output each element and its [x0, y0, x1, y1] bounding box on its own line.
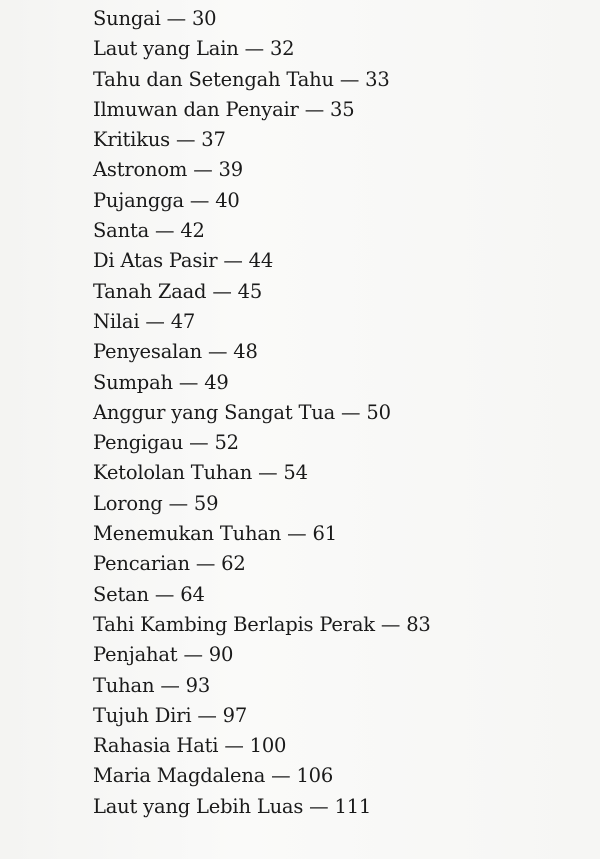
- toc-entry: [93, 277, 431, 307]
- toc-entry-separator: —: [178, 370, 199, 394]
- toc-entry-title: Maria Magdalena: [93, 764, 266, 788]
- toc-entry-separator: —: [207, 340, 228, 364]
- toc-entry-page-number: 30: [191, 7, 217, 30]
- toc-entry-title: Setan: [93, 582, 149, 606]
- toc-entry-page-number: 59: [193, 491, 219, 515]
- toc-entry-separator: —: [189, 431, 209, 455]
- toc-entry-page-number: 47: [170, 309, 196, 333]
- toc-entry: [93, 489, 431, 519]
- toc-entry-page-number: 44: [248, 249, 274, 273]
- toc-entry: [93, 4, 431, 34]
- toc-entry: [93, 368, 431, 398]
- toc-entry: [93, 34, 431, 64]
- toc-entry-title: Laut yang Lain: [93, 37, 239, 61]
- toc-entry-page-number: 106: [296, 764, 334, 788]
- toc-entry-separator: —: [304, 97, 324, 121]
- toc-entry: [93, 792, 431, 822]
- toc-entry: [93, 549, 431, 579]
- toc-entry-separator: —: [195, 552, 216, 576]
- toc-entry: [93, 246, 431, 276]
- toc-entry-title: Astronom: [93, 158, 188, 182]
- toc-entry-separator: —: [271, 764, 291, 788]
- toc-entry: [93, 125, 431, 155]
- toc-entry-separator: —: [175, 128, 196, 152]
- toc-entry-page-number: 83: [406, 612, 431, 636]
- toc-entry: [93, 337, 431, 367]
- toc-entry: [93, 95, 431, 125]
- toc-entry-separator: —: [166, 7, 186, 30]
- toc-entry-title: Tahu dan Setengah Tahu: [93, 67, 334, 91]
- toc-entry-title: Di Atas Pasir: [93, 249, 218, 273]
- toc-entry-title: Tuhan: [93, 673, 155, 697]
- toc-entry-title: Pujangga: [93, 188, 184, 212]
- toc-entry-page-number: 97: [222, 703, 248, 727]
- toc-entry-page-number: 111: [334, 794, 372, 818]
- toc-entry-page-number: 52: [214, 431, 239, 455]
- toc-entry-separator: —: [189, 188, 210, 212]
- toc-entry-separator: —: [224, 734, 244, 758]
- toc-entry-separator: —: [160, 673, 180, 697]
- toc-entry: [93, 216, 431, 246]
- toc-entry-page-number: 33: [365, 67, 390, 91]
- toc-entry-title: Menemukan Tuhan: [93, 522, 282, 546]
- toc-entry-separator: —: [193, 158, 213, 182]
- toc-entry-page-number: 45: [237, 279, 263, 303]
- toc-entry-page-number: 90: [208, 643, 234, 667]
- toc-entry-separator: —: [339, 67, 360, 91]
- toc-entry: [93, 428, 431, 458]
- toc-entry-separator: —: [197, 703, 217, 727]
- toc-entry-separator: —: [244, 37, 264, 61]
- toc-entry-title: Kritikus: [93, 128, 170, 152]
- toc-entry-separator: —: [258, 461, 278, 485]
- toc-entry-separator: —: [145, 309, 165, 333]
- toc-entry-title: Pengigau: [93, 431, 184, 455]
- toc-entry-separator: —: [287, 522, 307, 546]
- toc-entry-title: Santa: [93, 219, 150, 243]
- toc-entry-separator: —: [212, 279, 232, 303]
- toc-entry: [93, 155, 431, 185]
- toc-entry-page-number: 54: [283, 461, 308, 485]
- toc-entry-title: Tujuh Diri: [93, 703, 192, 727]
- toc-entry-title: Lorong: [93, 491, 163, 515]
- toc-entry-page-number: 50: [366, 400, 391, 424]
- toc-entry-title: Sumpah: [93, 370, 173, 394]
- toc-entry-title: Ketololan Tuhan: [93, 461, 253, 485]
- toc-entry: [93, 458, 431, 488]
- toc-entry-separator: —: [380, 612, 401, 636]
- toc-entry-page-number: 35: [330, 97, 355, 121]
- toc-entry-page-number: 32: [269, 37, 295, 61]
- toc-entry: [93, 761, 431, 791]
- toc-entry: [93, 701, 431, 731]
- toc-entry-page-number: 61: [312, 522, 337, 546]
- toc-entry: [93, 398, 431, 428]
- toc-entry-page-number: 62: [221, 552, 246, 576]
- toc-entry-separator: —: [183, 643, 203, 667]
- toc-entry-title: Penyesalan: [93, 340, 202, 364]
- toc-entry-separator: —: [155, 219, 175, 243]
- toc-entry-page-number: 49: [204, 370, 229, 394]
- toc-entry-title: Penjahat: [93, 643, 178, 667]
- toc-entry-title: Anggur yang Sangat Tua: [93, 400, 336, 424]
- table-of-contents: [93, 4, 431, 822]
- toc-entry: [93, 671, 431, 701]
- toc-entry-title: Sungai: [93, 7, 161, 30]
- toc-entry-page-number: 42: [180, 219, 205, 243]
- toc-entry-separator: —: [168, 491, 188, 515]
- toc-entry: [93, 580, 431, 610]
- toc-entry: [93, 519, 431, 549]
- toc-entry-page-number: 100: [249, 734, 287, 758]
- toc-entry-separator: —: [309, 794, 329, 818]
- toc-entry: [93, 186, 431, 216]
- toc-entry-title: Tahi Kambing Berlapis Perak: [93, 612, 375, 636]
- toc-entry-title: Laut yang Lebih Luas: [93, 794, 304, 818]
- toc-entry-page-number: 40: [215, 188, 240, 212]
- toc-entry: [93, 307, 431, 337]
- toc-entry-page-number: 64: [180, 582, 205, 606]
- toc-entry: [93, 610, 431, 640]
- toc-entry-title: Pencarian: [93, 552, 190, 576]
- toc-entry: [93, 731, 431, 761]
- toc-entry-page-number: 48: [233, 340, 258, 364]
- toc-entry-page-number: 93: [185, 673, 211, 697]
- toc-entry-title: Nilai: [93, 309, 140, 333]
- toc-entry-separator: —: [223, 249, 243, 273]
- toc-entry: [93, 65, 431, 95]
- toc-entry-title: Rahasia Hati: [93, 734, 219, 758]
- toc-entry-page-number: 37: [201, 128, 226, 152]
- toc-entry-separator: —: [154, 582, 175, 606]
- toc-entry: [93, 640, 431, 670]
- toc-entry-page-number: 39: [218, 158, 243, 182]
- toc-entry-title: Tanah Zaad: [93, 279, 207, 303]
- toc-entry-title: Ilmuwan dan Penyair: [93, 97, 299, 121]
- toc-entry-separator: —: [341, 400, 361, 424]
